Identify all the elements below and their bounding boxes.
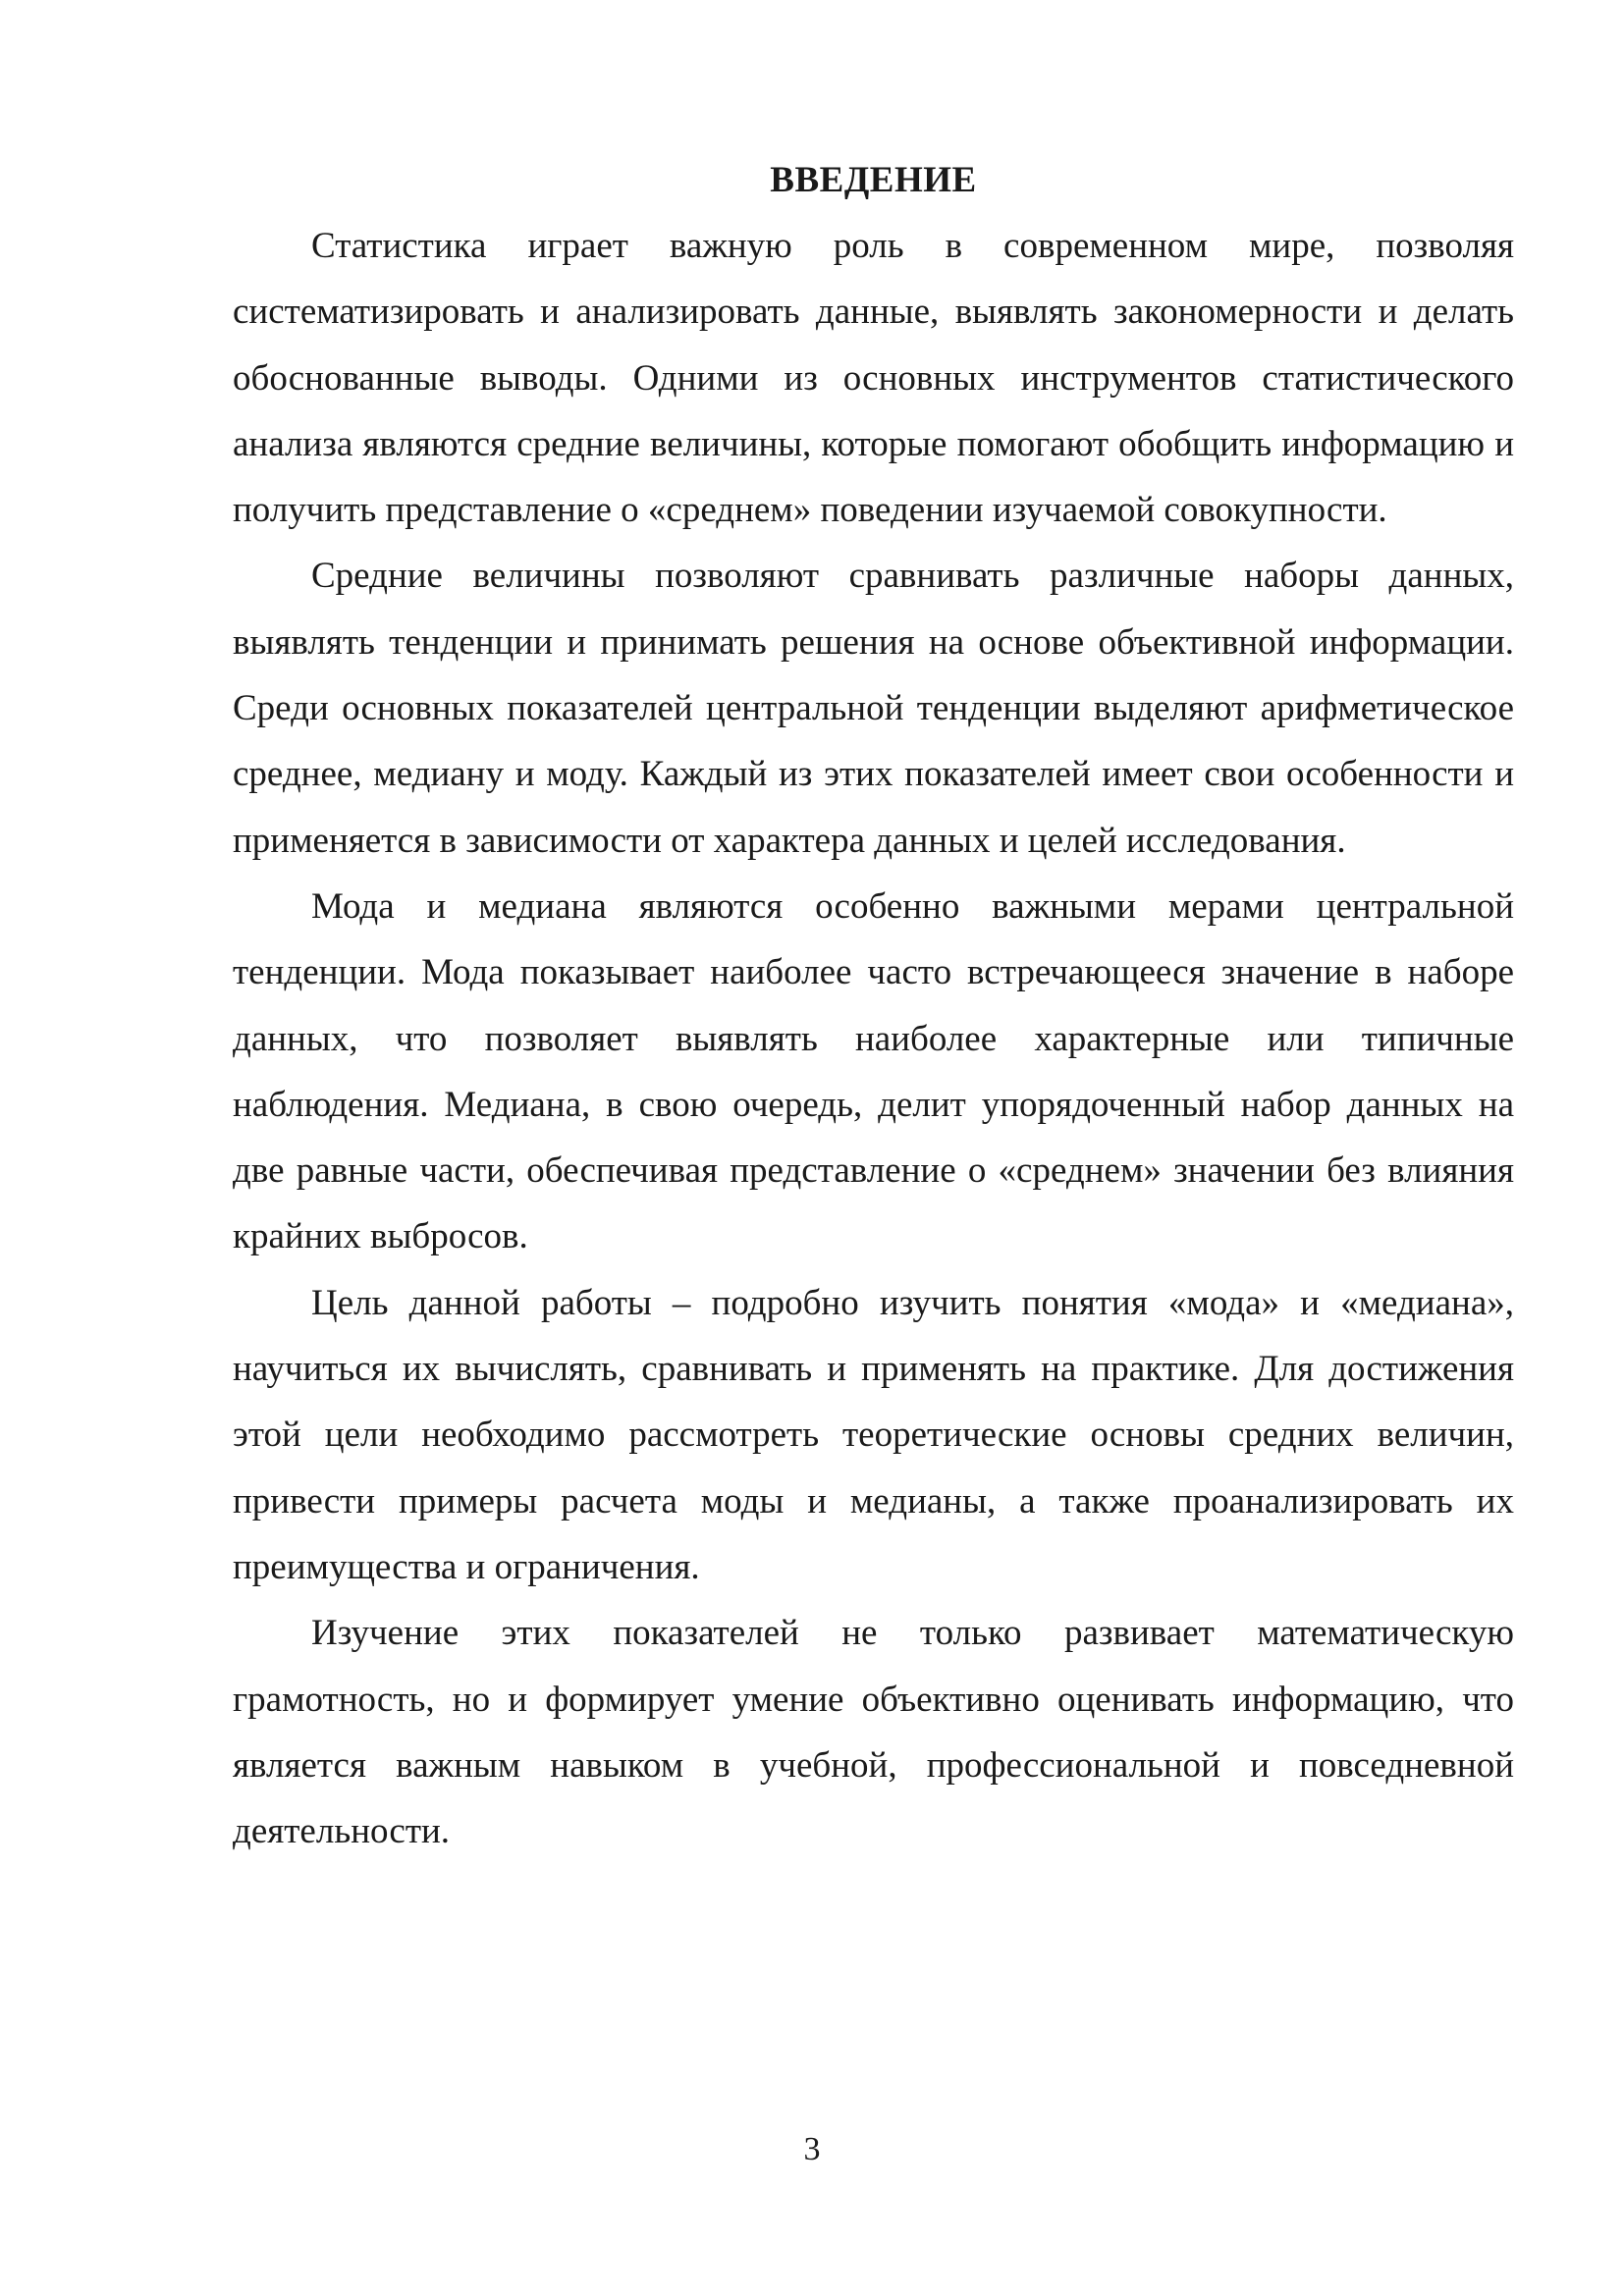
section-heading: ВВЕДЕНИЕ (770, 160, 977, 200)
document-body (233, 147, 1514, 1864)
paragraph-3: Мода и медиана являются особенно важными мерами центральной тенденции. Мода показывает наиболее часто встречающееся значение в наборе данных, что позволяет выявлять наиболее характерные или типичные наблюдения. Медиана, в свою очередь, делит упорядоченный набор данных на две равные части, обеспечивая представление о «среднем» значении без влияния крайних выбросов. (233, 885, 1514, 1257)
page-number: 3 (803, 2131, 821, 2167)
paragraph-1: Статистика играет важную роль в современном мире, позволяя систематизировать и анализировать данные, выявлять закономерности и делать обоснованные выводы. Одними из основных инструментов статистического анализа являются средние величины, которые помогают обобщить информацию и получить представление о «среднем» поведении изучаемой совокупности. (233, 226, 1514, 531)
paragraph-5: Изучение этих показателей не только развивает математическую грамотность, но и формирует умение объективно оценивать информацию, что является важным навыком в учебной, профессиональной и повседневной деятельности. (233, 1613, 1514, 1852)
paragraph-2: Средние величины позволяют сравнивать различные наборы данных, выявлять тенденции и принимать решения на основе объективной информации. Среди основных показателей центральной тенденции выделяют арифметическое среднее, медиану и моду. Каждый из этих показателей имеет свои особенности и применяется в зависимости от характера данных и целей исследования. (233, 556, 1514, 861)
paragraph-4: Цель данной работы – подробно изучить понятия «мода» и «медиана», научиться их вычислять, сравнивать и применять на практике. Для достижения этой цели необходимо рассмотреть теоретические основы средних величин, привести примеры расчета моды и медианы, а также проанализировать их преимущества и ограничения. (233, 1282, 1514, 1587)
